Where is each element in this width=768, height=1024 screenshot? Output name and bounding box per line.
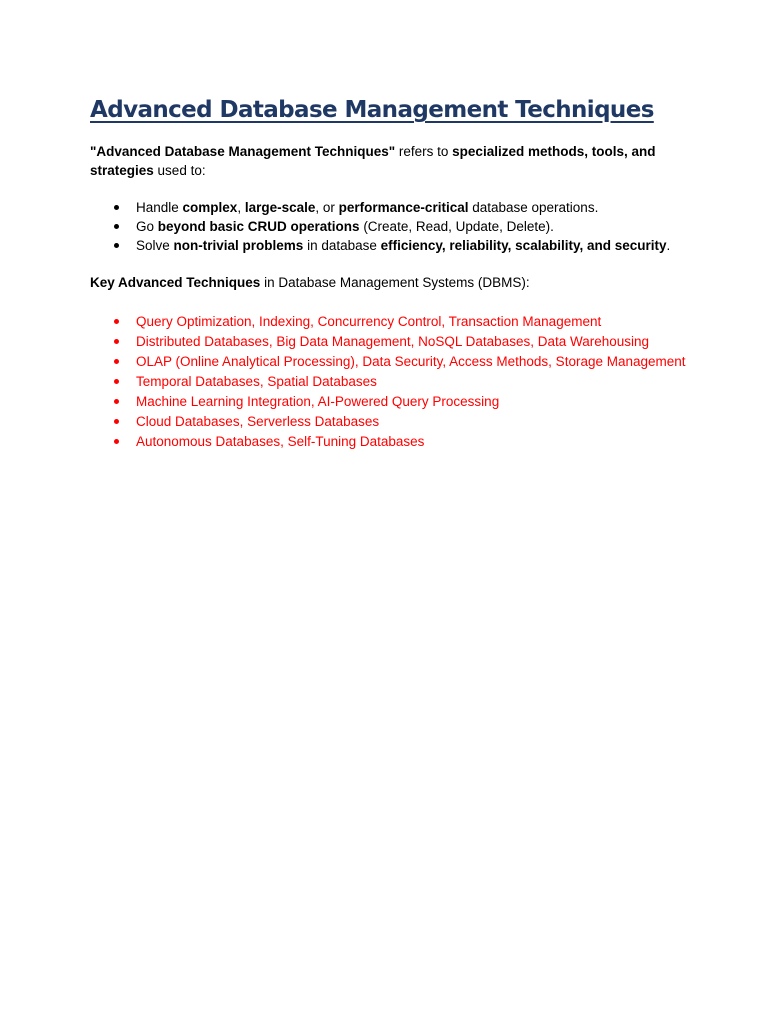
document-title: Advanced Database Management Techniques — [90, 97, 654, 123]
purpose-text: Solve — [136, 238, 174, 253]
purpose-item-handle — [90, 198, 690, 217]
purpose-emphasis: non-trivial problems — [173, 238, 304, 253]
technique-item: Cloud Databases, Serverless Databases — [90, 412, 690, 431]
purpose-emphasis: beyond basic CRUD operations — [157, 219, 360, 234]
technique-item: Autonomous Databases, Self-Tuning Databases — [90, 432, 690, 451]
purpose-item-go-beyond — [90, 217, 690, 236]
purpose-text: Handle — [136, 200, 183, 215]
purpose-text: in database — [303, 238, 381, 253]
technique-item: Temporal Databases, Spatial Databases — [90, 372, 690, 391]
purpose-emphasis: performance-critical — [338, 200, 469, 215]
purpose-text: , or — [315, 200, 339, 215]
key-techniques-intro — [90, 273, 690, 292]
purpose-item-solve — [90, 236, 690, 255]
purpose-list — [90, 198, 690, 255]
document-page — [90, 92, 690, 452]
techniques-list — [90, 312, 690, 451]
technique-item: OLAP (Online Analytical Processing), Data Security, Access Methods, Storage Management — [90, 352, 690, 371]
intro-quoted-term: "Advanced Database Management Techniques" — [90, 144, 396, 159]
technique-item: Machine Learning Integration, AI-Powered Query Processing — [90, 392, 690, 411]
intro-paragraph — [90, 142, 690, 180]
purpose-text: (Create, Read, Update, Delete). — [359, 219, 554, 234]
technique-item: Distributed Databases, Big Data Management, NoSQL Databases, Data Warehousing — [90, 332, 690, 351]
purpose-emphasis: large-scale — [244, 200, 316, 215]
purpose-emphasis: complex — [182, 200, 238, 215]
purpose-text: , — [237, 200, 245, 215]
intro-text-refers-to: refers to — [395, 144, 453, 159]
technique-item: Query Optimization, Indexing, Concurrency Control, Transaction Management — [90, 312, 690, 331]
purpose-emphasis: efficiency, reliability, scalability, and security — [380, 238, 667, 253]
key-techniques-label: Key Advanced Techniques — [90, 275, 261, 290]
intro-text-used-to: used to: — [153, 163, 206, 178]
key-techniques-rest: in Database Management Systems (DBMS): — [260, 275, 530, 290]
intro-emphasis: specialized methods, tools, and strategies — [90, 144, 656, 178]
purpose-text: . — [666, 238, 671, 253]
purpose-text: Go — [136, 219, 158, 234]
purpose-text: database operations. — [468, 200, 599, 215]
